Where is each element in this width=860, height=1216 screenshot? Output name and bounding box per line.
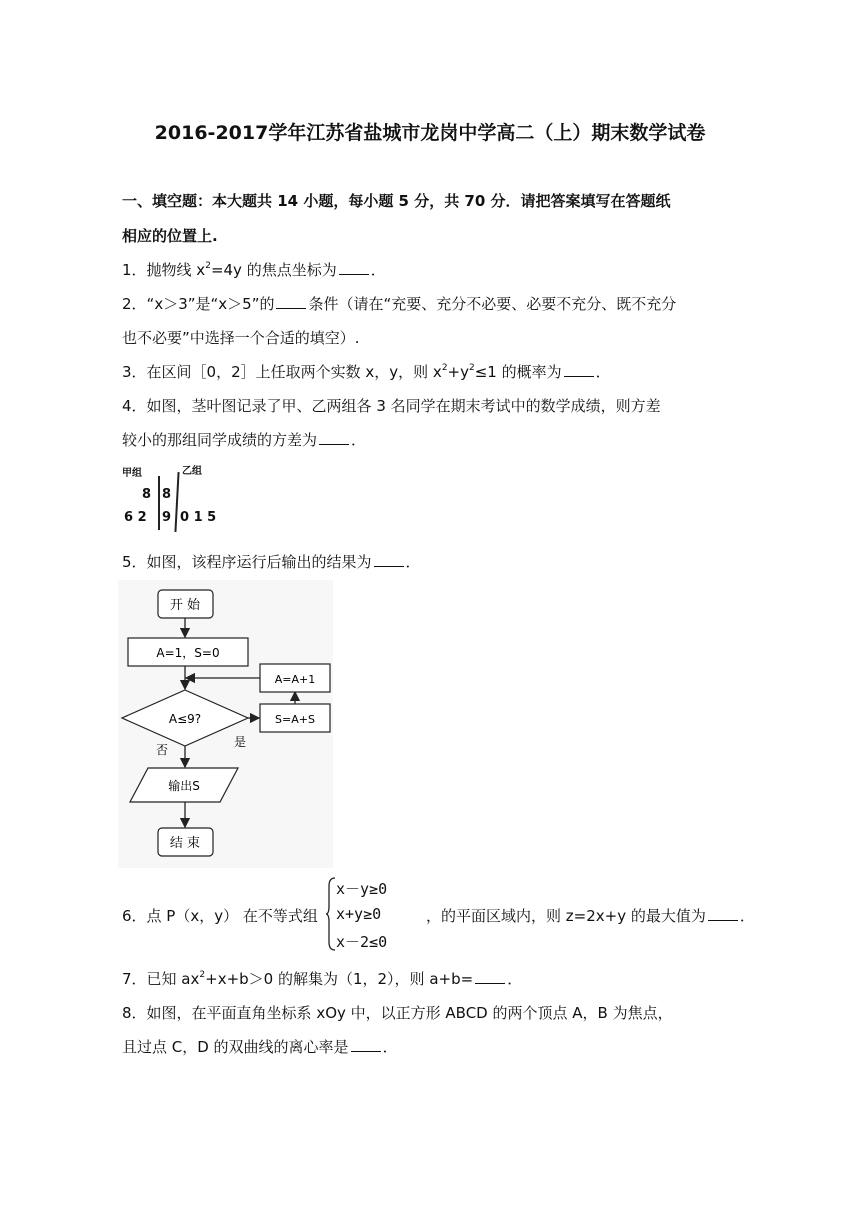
flow-end-label: 结 束 <box>169 836 201 851</box>
question-4: 4．如图，茎叶图记录了甲、乙两组各 3 名同学在期末考试中的数学成绩，则方差 <box>122 397 661 415</box>
flow-init-label: A=1，S=0 <box>156 646 220 660</box>
answer-blank <box>475 971 505 984</box>
question-1: 1．抛物线 $x^2=4y$ 的焦点坐标为 ． <box>122 261 386 279</box>
stem-leaf-plot <box>120 462 230 532</box>
question-8-cont: 且过点 C，D 的双曲线的离心率是 ． <box>122 1038 398 1056</box>
page-title: 2016-2017学年江苏省盐城市龙岗中学高二（上）期末数学试卷 <box>154 122 706 144</box>
question-8: 8．如图，在平面直角坐标系 xOy 中，以正方形 ABCD 的两个顶点 A，B 为焦点， <box>122 1004 673 1022</box>
flow-no-label: 否 <box>156 743 169 757</box>
answer-blank <box>339 262 369 275</box>
question-3: 3．在区间［0，2］上任取两个实数 x，y，则 $x^2+y^2\le 1$ 的概率为 ． <box>122 363 611 381</box>
flow-decision-label: A≤9? <box>168 712 202 726</box>
brace-icon <box>326 876 336 952</box>
inequality-2: x+y≥0 <box>336 905 382 923</box>
stem-row2: 9 <box>162 510 172 525</box>
answer-blank <box>374 554 404 567</box>
flow-output-label: 输出S <box>168 779 200 793</box>
inequality-1: x－y≥0 <box>336 880 388 898</box>
stem-divider-right <box>174 472 179 532</box>
left-group-header: 甲组 <box>122 468 142 479</box>
right-group-header: 乙组 <box>182 466 202 477</box>
left-leaf-row2: 6 2 <box>124 510 147 525</box>
flow-increment-label: A=A+1 <box>274 673 316 686</box>
inequality-system <box>326 876 416 952</box>
answer-blank <box>276 296 306 309</box>
flow-start-label: 开 始 <box>169 598 201 613</box>
answer-blank <box>319 432 349 445</box>
stem-divider-left <box>158 476 160 530</box>
question-5: 5．如图，该程序运行后输出的结果为 ． <box>122 553 421 571</box>
section-heading-cont: 相应的位置上. <box>122 227 218 245</box>
question-4-cont: 较小的那组同学成绩的方差为 ． <box>122 431 367 449</box>
right-leaf-row2: 0 1 5 <box>180 510 217 525</box>
question-2: 2．“x＞3”是“x＞5”的 条件（请在“充要、充分不必要、必要不充分、既不充分 <box>122 295 677 313</box>
answer-blank <box>564 364 594 377</box>
left-leaf-row1: 8 <box>142 487 152 502</box>
answer-blank <box>351 1039 381 1052</box>
section-heading: 一、填空题：本大题共 14 小题，每小题 5 分，共 70 分．请把答案填写在答题纸 <box>122 192 671 210</box>
question-6-cont: ，的平面区域内，则 z=2x+y 的最大值为 ． <box>426 907 755 925</box>
flow-yes-label: 是 <box>234 735 247 749</box>
question-7: 7．已知 $ax^2+x+b>0$ 的解集为（1，2），则 a+b= ． <box>122 970 523 988</box>
flow-sum-label: S=A+S <box>275 713 315 726</box>
answer-blank <box>708 908 738 921</box>
stem-row1: 8 <box>162 487 172 502</box>
question-6: 6．点 P（x，y） 在不等式组 <box>122 907 318 925</box>
question-2-cont: 也不必要”中选择一个合适的填空）. <box>122 329 360 347</box>
inequality-3: x－2≤0 <box>336 933 388 951</box>
program-flowchart <box>118 580 333 868</box>
